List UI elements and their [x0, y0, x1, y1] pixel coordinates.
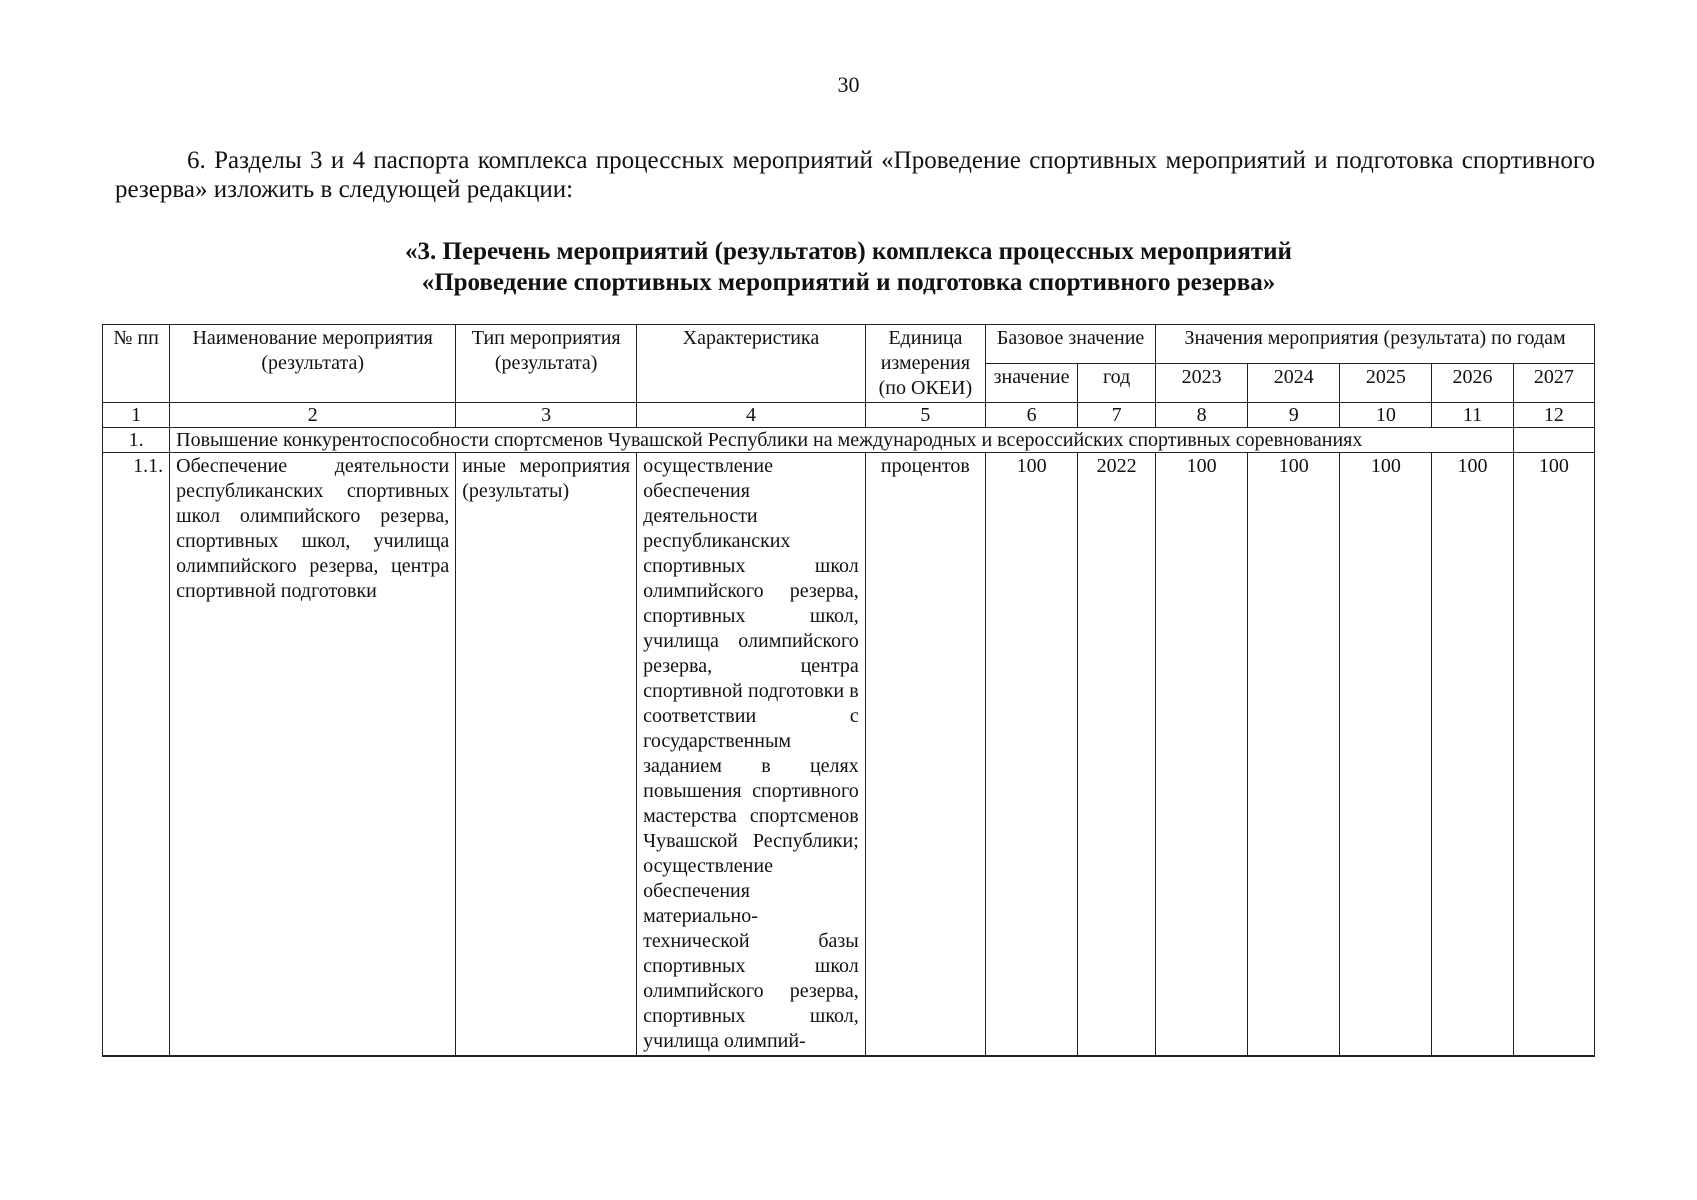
- header-base-year: год: [1078, 364, 1156, 403]
- header-num: № пп: [103, 325, 170, 403]
- intro-paragraph: 6. Разделы 3 и 4 паспорта комплекса процессных мероприятий «Проведение спортивных мероприятий и подготовка спортивного резерва» изложить в следующей редакции:: [115, 147, 1595, 203]
- row-base-year: 2022: [1078, 453, 1156, 1057]
- section-empty-cell: [1513, 428, 1594, 453]
- activities-table: [102, 324, 1595, 1057]
- section-title: Повышение конкурентоспособности спортсменов Чувашской Республики на международных и всероссийских спортивных соревнованиях: [170, 428, 1513, 453]
- row-value-2026: 100: [1432, 453, 1513, 1057]
- row-value-2025: 100: [1340, 453, 1432, 1057]
- row-value-2024: 100: [1248, 453, 1340, 1057]
- column-number-row: [103, 403, 1595, 428]
- heading-line-2: «Проведение спортивных мероприятий и подготовка спортивного резерва»: [421, 269, 1276, 296]
- column-number: 7: [1078, 403, 1156, 428]
- row-base-value: 100: [986, 453, 1078, 1057]
- section-row: [103, 428, 1595, 453]
- header-base-value: значение: [986, 364, 1078, 403]
- section-heading: [0, 236, 1697, 298]
- row-name: Обеспечение деятельности республиканских спортивных школ олимпийского резерва, спортивных школ, училища олимпийского резерва, центра спортивной подготовки: [170, 453, 456, 1057]
- header-year-2026: 2026: [1432, 364, 1513, 403]
- column-number: 8: [1156, 403, 1248, 428]
- row-unit: процентов: [865, 453, 985, 1057]
- column-number: 3: [456, 403, 637, 428]
- column-number: 6: [986, 403, 1078, 428]
- header-name: Наименование мероприятия (результата): [170, 325, 456, 403]
- column-number: 2: [170, 403, 456, 428]
- column-number: 1: [103, 403, 170, 428]
- row-characteristic: осуществление обеспечения деятельности республиканских спортивных школ олимпийского резерва, спортивных школ, училища олимпийского резерва, центра спортивной подготовки в соответствии с государственным заданием в целях повышения спортивного мастерства спортсменов Чувашской Республики; осуществление обеспечения материально-технической базы спортивных школ олимпийского резерва, спортивных школ, училища олимпий-: [637, 453, 866, 1057]
- section-num: 1.: [103, 428, 170, 453]
- column-number: 12: [1513, 403, 1594, 428]
- heading-line-1: «3. Перечень мероприятий (результатов) комплекса процессных мероприятий: [405, 238, 1292, 265]
- row-value-2027: 100: [1513, 453, 1594, 1057]
- row-num: 1.1.: [103, 453, 170, 1057]
- header-by-years: Значения мероприятия (результата) по годам: [1156, 325, 1595, 364]
- column-number: 5: [865, 403, 985, 428]
- column-number: 4: [637, 403, 866, 428]
- header-year-2025: 2025: [1340, 364, 1432, 403]
- header-year-2024: 2024: [1248, 364, 1340, 403]
- header-year-2027: 2027: [1513, 364, 1594, 403]
- header-year-2023: 2023: [1156, 364, 1248, 403]
- header-row-1: [103, 325, 1595, 364]
- header-type: Тип мероприятия (результата): [456, 325, 637, 403]
- table-row: [103, 453, 1595, 1057]
- row-value-2023: 100: [1156, 453, 1248, 1057]
- column-number: 11: [1432, 403, 1513, 428]
- header-base: Базовое значение: [986, 325, 1156, 364]
- page-number: 30: [837, 72, 860, 97]
- header-characteristic: Характеристика: [637, 325, 866, 403]
- column-number: 9: [1248, 403, 1340, 428]
- column-number: 10: [1340, 403, 1432, 428]
- header-unit: Единица измерения (по ОКЕИ): [865, 325, 985, 403]
- row-type: иные мероприятия (результаты): [456, 453, 637, 1057]
